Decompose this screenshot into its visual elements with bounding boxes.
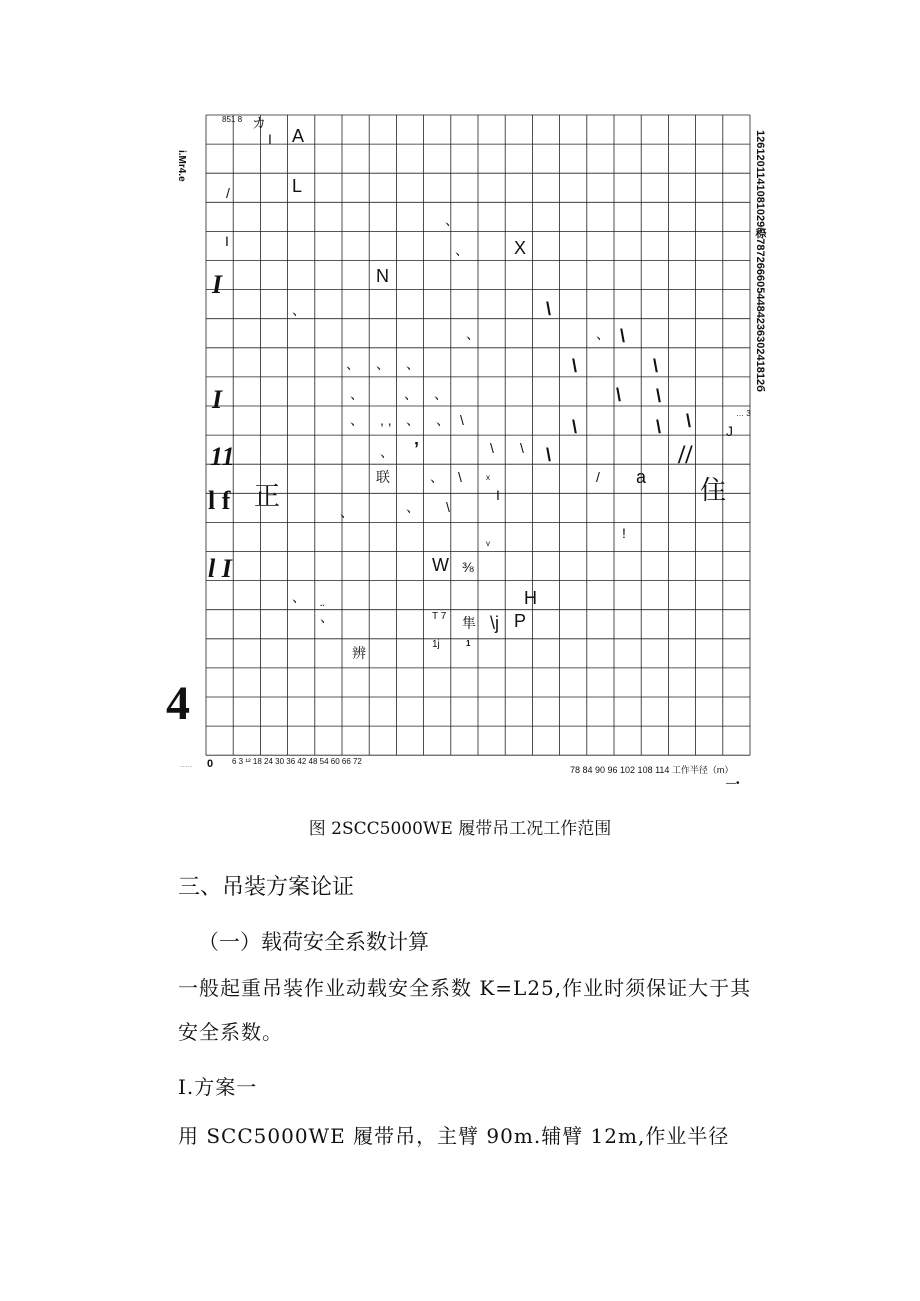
figure-label: W: [432, 555, 449, 575]
figure-label: //: [678, 440, 693, 469]
figure-label: l I: [208, 554, 232, 583]
figure-label: 、: [340, 504, 354, 520]
x-axis-ticks-left: 6 3 ¹² 18 24 30 36 42 48 54 60 66 72: [232, 757, 362, 766]
figure-label: , ,: [380, 412, 392, 428]
figure-label: \: [572, 356, 578, 376]
figure-label: \: [656, 417, 662, 437]
figure-label: \: [520, 440, 524, 456]
figure-label: H: [524, 588, 537, 608]
figure-label: v: [486, 539, 490, 548]
figure-label: \: [546, 445, 552, 465]
x-axis-ticks-right: 78 84 90 96 102 108 114 工作半径（m）: [570, 765, 734, 775]
figure-label: 851 8: [222, 115, 243, 124]
figure-label: カ: [252, 115, 266, 131]
figure-label: /: [596, 469, 600, 485]
figure-label: 、: [292, 302, 306, 318]
figure-label: 、: [406, 412, 420, 428]
figure-label: ’: [414, 439, 420, 459]
figure-label: 1j: [432, 639, 440, 650]
figure-label: 正: [254, 482, 281, 512]
figure-label: \: [458, 469, 462, 485]
figure-label: 4: [166, 677, 190, 730]
figure-label: 、: [404, 386, 418, 402]
paragraph-line: 用 SCC5000WE 履带吊，主臂 90m.辅臂 12m,作业半径: [178, 1124, 730, 1148]
figure-label: \: [490, 440, 494, 456]
figure-label: 、: [466, 326, 480, 342]
figure-label: a: [636, 467, 647, 487]
figure-label: \: [616, 385, 622, 405]
figure-label: l f: [208, 486, 231, 515]
figure-label: 、: [434, 386, 448, 402]
figure-label: 、: [406, 499, 420, 515]
figure-label: T 7: [432, 611, 447, 622]
figure-label: A: [292, 126, 305, 146]
figure-label: 辨: [352, 645, 366, 661]
figure-label: \: [546, 299, 552, 319]
figure-label: 、: [292, 589, 306, 605]
figure-label: 、: [430, 469, 444, 485]
figure-label: 、: [350, 412, 364, 428]
figure-label: \: [653, 356, 659, 376]
left-axis-label: i.Mr4.e: [176, 150, 187, 182]
figure-label: I: [212, 385, 223, 414]
figure-label: 、: [350, 386, 364, 402]
figure-label: 1: [466, 639, 471, 648]
paragraph-heading: I.方案一: [178, 1075, 258, 1099]
sub-heading: （一）载荷安全系数计算: [198, 930, 429, 954]
figure-label: 、: [596, 326, 610, 342]
right-axis-digits: 1261201141081029穄787266605448423630241812б: [754, 130, 766, 392]
figure-label: \j: [490, 613, 499, 633]
figure-label: ⅜: [462, 559, 474, 575]
figure-label: N: [376, 266, 389, 286]
figure-label: /: [226, 185, 230, 201]
figure-label: 、: [376, 356, 390, 372]
figure-label: 、: [406, 356, 420, 372]
figure-label: \: [446, 499, 450, 515]
figure-label: 11: [210, 442, 235, 471]
x-axis-zero: 0: [207, 758, 214, 770]
section-heading: 三、吊装方案论证: [178, 875, 355, 900]
figure-label: \: [460, 412, 464, 428]
figure-label: J: [726, 423, 733, 439]
figure-label: I: [212, 270, 223, 299]
figure-label: L: [292, 176, 303, 196]
figure-caption: 图 2SCC5000WE 履带吊工况工作范围: [308, 819, 612, 839]
figure-label: x: [486, 473, 490, 482]
figure-label: \: [620, 326, 626, 346]
figure-label: 隼: [462, 615, 476, 631]
figure-label: X: [514, 238, 527, 258]
figure-label: ..: [320, 599, 325, 608]
figure-label: P: [514, 611, 527, 631]
paragraph-line: 安全系数。: [178, 1020, 283, 1044]
figure-label: 、: [320, 609, 334, 625]
figure-label: 、: [455, 242, 469, 258]
figure-label: \: [686, 411, 692, 431]
figure-label: I: [225, 233, 229, 249]
figure-label: 、: [346, 356, 360, 372]
figure-label: \: [656, 386, 662, 406]
figure-label: 联: [376, 469, 390, 485]
paragraph-line: 一般起重吊装作业动载安全系数 K=L25,作业时须保证大于其: [178, 976, 752, 1000]
figure-label: 、: [445, 212, 459, 228]
figure-label: 、: [380, 444, 394, 460]
figure-label: … 3: [736, 409, 751, 418]
figure-label: \: [572, 417, 578, 437]
figure-label: !: [622, 525, 626, 541]
figure-label: 、: [436, 412, 450, 428]
trailing-mark: —•: [726, 778, 740, 789]
figure-label: 住: [700, 476, 727, 505]
x-axis-dots: .....: [180, 759, 193, 769]
figure-label: I: [496, 487, 500, 503]
figure-label: I: [268, 131, 272, 147]
